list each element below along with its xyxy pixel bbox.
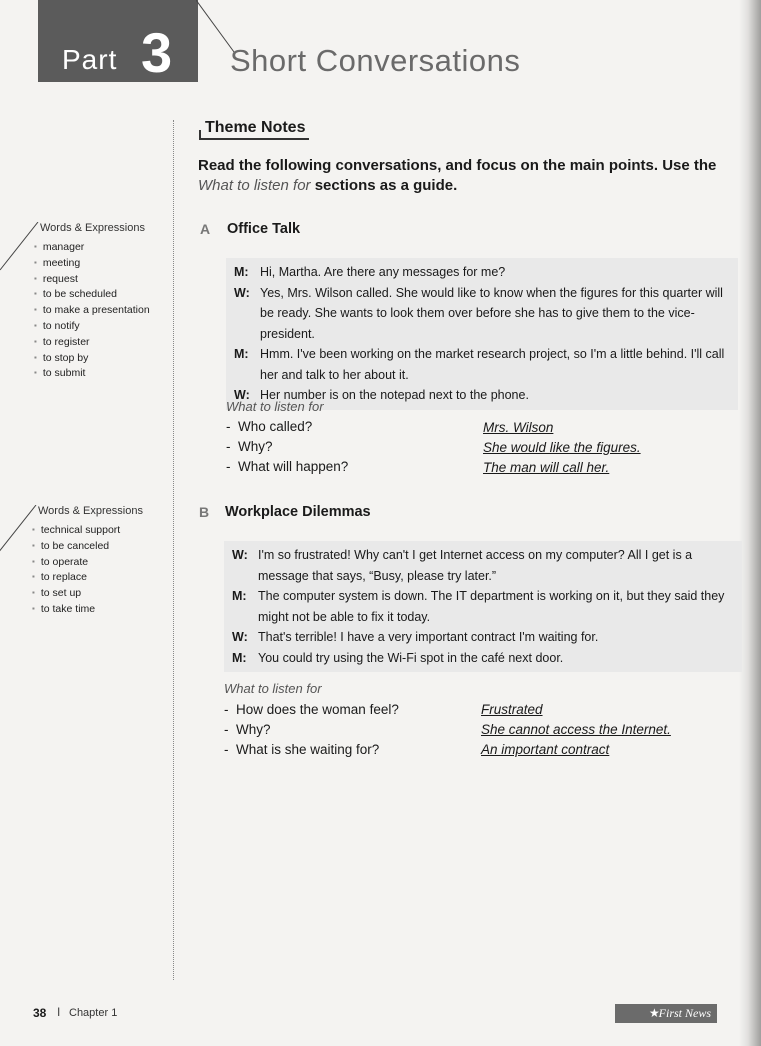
page-number: 38 [33, 1006, 47, 1020]
dialog-line [234, 262, 730, 283]
sidebar-words-expressions-b [18, 505, 168, 618]
dialog-line [232, 586, 734, 627]
section-letter: A [200, 221, 211, 237]
sidebar-slash-icon [0, 505, 38, 565]
listen-answer: Frustrated [481, 702, 543, 717]
utterance: Her number is on the notepad next to the phone. [260, 388, 529, 402]
what-to-listen-for-heading: What to listen for [224, 681, 322, 696]
sidebar-slash-icon [0, 222, 40, 282]
list-item: ▪ to notify [34, 319, 170, 335]
instructions-text-a: Read the following conversations, and focus on the main points. Use the [198, 157, 717, 174]
theme-notes-heading: Theme Notes [199, 119, 309, 140]
sidebar-divider [173, 120, 174, 980]
listen-question: - Who called? [226, 417, 312, 437]
list-item: ▪ to be canceled [32, 539, 168, 555]
listen-answer: She would like the figures. [483, 440, 641, 455]
listen-question: - Why? [224, 720, 271, 740]
publisher-name: First News [658, 1006, 711, 1020]
sidebar-title: Words & Expressions [40, 222, 145, 234]
utterance: You could try using the Wi-Fi spot in the café next door. [258, 650, 564, 665]
footer-separator: I [57, 1005, 61, 1019]
dialog-box [224, 541, 742, 672]
dialog-line [234, 344, 730, 385]
speaker-label: M: [234, 347, 249, 361]
utterance: Yes, Mrs. Wilson called. She would like to know when the figures for this quarter will be ready. She wants to look them over before she has to give them to the vice-president. [260, 285, 723, 341]
utterance: Hmm. I've been working on the market research project, so I'm a little behind. I'll call her and talk to her about it. [260, 347, 725, 382]
dialog-line [234, 283, 730, 345]
list-item: ▪ technical support [32, 523, 168, 539]
list-item: ▪ to make a presentation [34, 303, 170, 319]
list-item: ▪ manager [34, 240, 170, 256]
list-item: ▪ to submit [34, 366, 170, 382]
listen-answer: The man will call her. [483, 460, 610, 475]
list-item: ▪ meeting [34, 256, 170, 272]
sidebar-list [18, 523, 168, 618]
dialog-box [226, 258, 738, 410]
utterance: I'm so frustrated! Why can't I get Internet access on my computer? All I get is a message that says, “Busy, please try later.” [258, 548, 693, 583]
part-number: 3 [141, 21, 173, 84]
section-letter: B [199, 504, 210, 520]
part-label-box [38, 0, 198, 82]
instructions-italic: What to listen for [198, 177, 311, 194]
speaker-label: W: [234, 285, 250, 300]
page-title: Short Conversations [230, 43, 521, 78]
list-item: ▪ to be scheduled [34, 287, 170, 303]
sidebar-list [20, 240, 170, 382]
list-item: ▪ to replace [32, 570, 168, 586]
instructions [198, 156, 728, 196]
speaker-label: W: [232, 630, 248, 644]
listen-question: - Why? [226, 437, 273, 457]
listen-question: - What is she waiting for? [224, 740, 379, 760]
list-item: ▪ to operate [32, 555, 168, 571]
listen-question: - How does the woman feel? [224, 700, 399, 720]
listen-answer: An important contract [481, 742, 610, 757]
instructions-text-b: sections as a guide. [310, 177, 458, 194]
list-item: ▪ to stop by [34, 351, 170, 367]
section-title: Workplace Dilemmas [225, 504, 371, 520]
chapter-label: Chapter 1 [69, 1007, 118, 1019]
utterance: That's terrible! I have a very important contract I'm waiting for. [258, 630, 599, 644]
listen-question: - What will happen? [226, 457, 348, 477]
speaker-label: M: [232, 589, 247, 603]
star-icon: ★ [649, 1006, 660, 1020]
dialog-line [232, 648, 734, 669]
list-item: ▪ request [34, 272, 170, 288]
list-item: ▪ to set up [32, 586, 168, 602]
section-title: Office Talk [227, 221, 301, 237]
listen-answer: She cannot access the Internet. [481, 722, 671, 737]
part-word: Part [62, 44, 118, 75]
dialog-line [232, 545, 734, 586]
publisher-logo [615, 1004, 717, 1023]
utterance: The computer system is down. The IT department is working on it, but they said they might not be able to fix it today. [258, 589, 725, 624]
sidebar-words-expressions-a [20, 222, 170, 382]
dialog-line [232, 627, 734, 648]
list-item: ▪ to take time [32, 602, 168, 618]
speaker-label: M: [232, 650, 247, 665]
utterance: Hi, Martha. Are there any messages for me? [260, 265, 506, 279]
speaker-label: W: [232, 548, 248, 562]
sidebar-title: Words & Expressions [38, 505, 143, 517]
listen-answer: Mrs. Wilson [483, 420, 554, 435]
list-item: ▪ to register [34, 335, 170, 351]
speaker-label: W: [234, 388, 250, 402]
page-binding-shadow [739, 0, 761, 1046]
speaker-label: M: [234, 265, 249, 279]
what-to-listen-for-heading: What to listen for [226, 399, 324, 414]
